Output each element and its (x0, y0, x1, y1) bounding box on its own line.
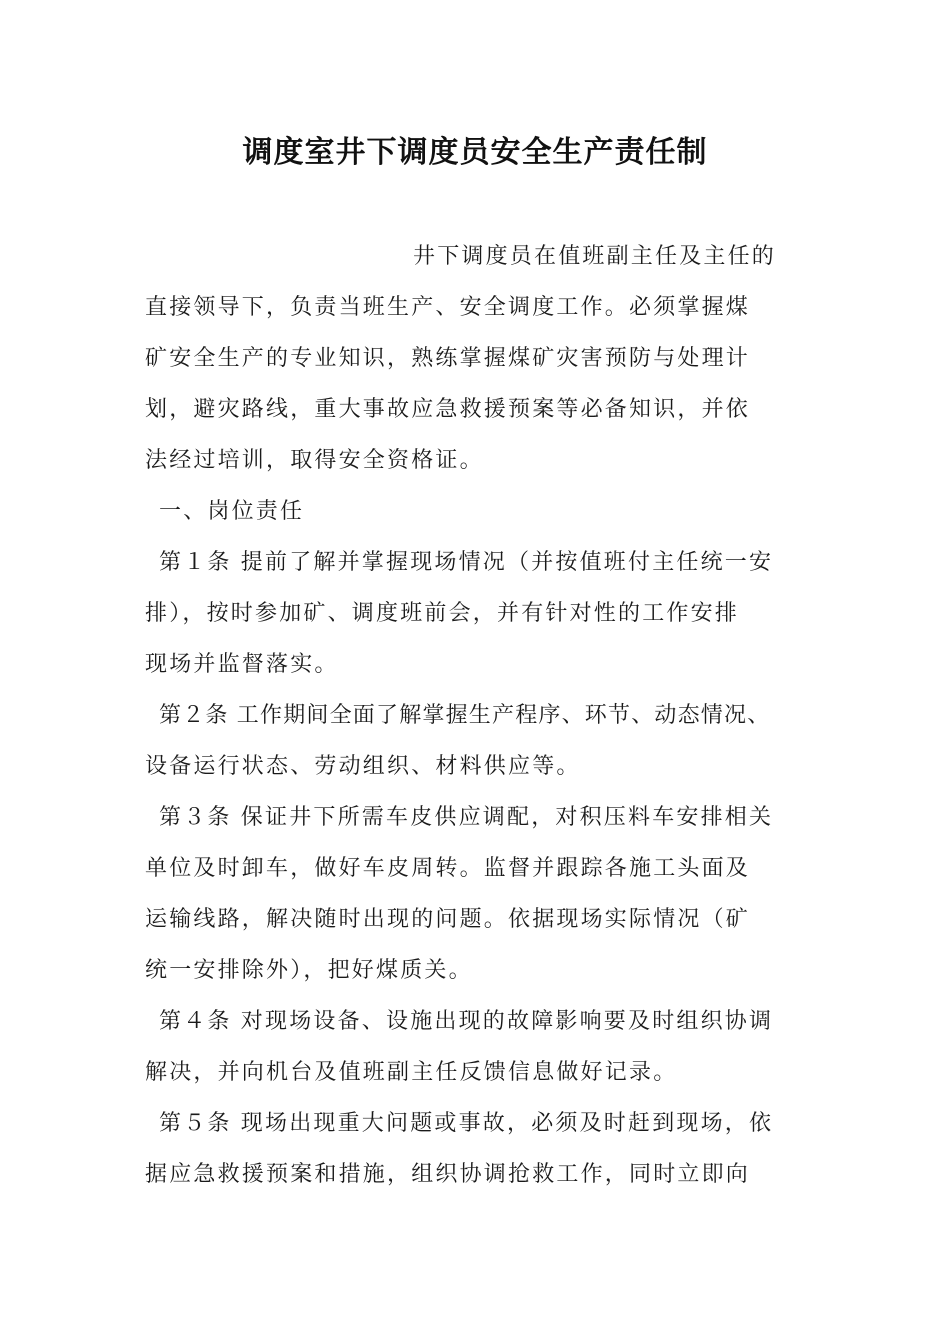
article-line: 第２条 工作期间全面了解掌握生产程序、环节、动态情况、 (159, 703, 771, 728)
paragraph-line: 直接领导下，负责当班生产、安全调度工作。必须掌握煤 (145, 295, 751, 320)
article-line: 第４条 对现场设备、设施出现的故障影响要及时组织协调 (159, 1009, 774, 1034)
paragraph-line: 设备运行状态、劳动组织、材料供应等。 (145, 754, 581, 779)
article-line: 第１条 提前了解并掌握现场情况（并按值班付主任统一安 (159, 550, 774, 575)
paragraph-line: 法经过培训，取得安全资格证。 (145, 448, 484, 473)
section-heading: 一、岗位责任 (159, 499, 305, 524)
paragraph-line: 运输线路，解决随时出现的问题。依据现场实际情况（矿 (145, 907, 751, 932)
paragraph-line: 划，避灾路线，重大事故应急救援预案等必备知识，并依 (145, 397, 751, 422)
paragraph-line: 排），按时参加矿、调度班前会，并有针对性的工作安排 (145, 601, 740, 626)
paragraph-line: 据应急救援预案和措施，组织协调抢救工作，同时立即向 (145, 1162, 751, 1187)
document-body (145, 236, 810, 1205)
paragraph-line: 矿安全生产的专业知识，熟练掌握煤矿灾害预防与处理计 (145, 346, 751, 371)
paragraph-line: 解决，并向机台及值班副主任反馈信息做好记录。 (145, 1060, 678, 1085)
paragraph-line: 井下调度员在值班副主任及主任的 (413, 244, 777, 269)
article-line: 第５条 现场出现重大问题或事故，必须及时赶到现场，依 (159, 1111, 774, 1136)
paragraph-line: 现场并监督落实。 (145, 652, 339, 677)
paragraph-line: 单位及时卸车，做好车皮周转。监督并跟踪各施工头面及 (145, 856, 751, 881)
article-line: 第３条 保证井下所需车皮供应调配，对积压料车安排相关 (159, 805, 774, 830)
paragraph-line: 统一安排除外），把好煤质关。 (145, 958, 473, 983)
document-title: 调度室井下调度员安全生产责任制 (242, 135, 708, 170)
